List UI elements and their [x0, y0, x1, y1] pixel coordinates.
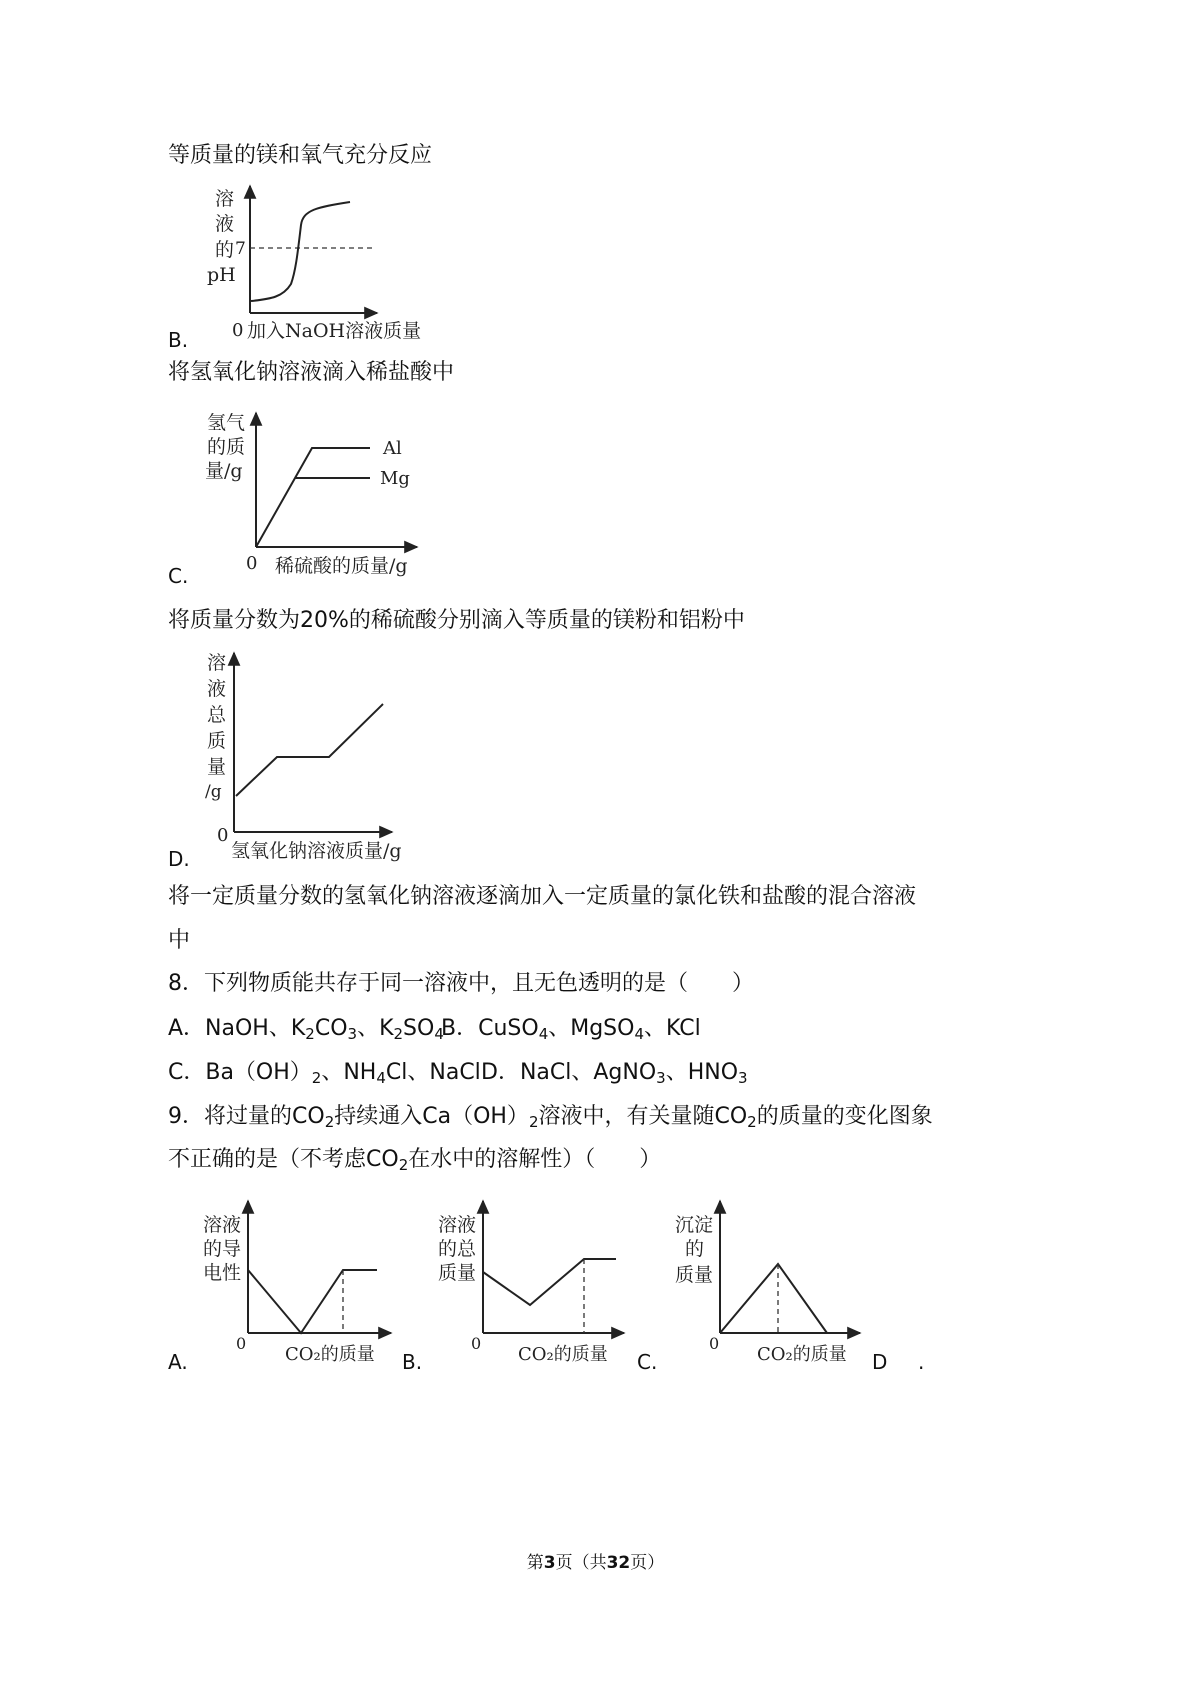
q9-option-a-label: A.: [168, 1350, 188, 1374]
mass-line: [236, 704, 383, 796]
q9-option-c-label: C.: [637, 1350, 658, 1374]
q8-option-a: A．NaOH、$K_2CO_3$、$K_2SO_4$: [168, 1016, 444, 1043]
y-label-2: 液: [215, 213, 235, 235]
statement-d-line2: 中: [168, 928, 191, 953]
question-9-line1: 9．将过量的$CO_2$持续通入$Ca(OH)_2$溶液中，有关量随$CO_2$的质量的变化图象: [168, 1104, 933, 1131]
series-al-label: Al: [383, 438, 402, 459]
y-label-4: pH: [207, 264, 236, 286]
option-d-label: D.: [168, 847, 190, 871]
origin-label: 0: [246, 553, 258, 574]
ph-curve: [251, 202, 350, 301]
y-label-3: 质量: [438, 1262, 477, 1284]
figure-hydrogen-mass: [195, 405, 425, 580]
x-axis-label: 加入NaOH溶液质量: [247, 320, 422, 342]
q8-option-b: B．CuSO$_4$、MgSO$_4$、KCl: [441, 1016, 701, 1043]
total-page-count: 32: [606, 1553, 631, 1573]
conductivity-line: [248, 1270, 377, 1333]
figure-q9a-conductivity: [195, 1195, 395, 1370]
ph-seven-label: 7: [235, 239, 246, 259]
y-label-2: 的总: [438, 1238, 477, 1260]
origin-label: 0: [471, 1334, 482, 1353]
y-label-1: 溶: [207, 652, 227, 674]
y-label-1: 沉淀: [675, 1214, 714, 1236]
question-9-line2: 不正确的是（不考虑$CO_2$在水中的溶解性）（ ）: [168, 1147, 662, 1174]
y-label-3: 质量: [675, 1264, 714, 1286]
q9-trailing-dot: .: [918, 1350, 925, 1374]
y-label-1: 溶: [215, 188, 235, 210]
series-mg-label: Mg: [380, 468, 410, 489]
y-label-2: 的: [685, 1238, 705, 1260]
y-label-3: 电性: [203, 1262, 242, 1284]
page-footer: 第3页（共32页）: [526, 1553, 665, 1573]
origin-label: 0: [232, 320, 244, 341]
q9-option-b-label: B.: [402, 1350, 423, 1374]
x-axis-label: CO₂的质量: [757, 1344, 847, 1365]
x-axis-label: 稀硫酸的质量/g: [275, 555, 408, 577]
figure-solution-mass: [195, 645, 425, 865]
y-label-3: 总: [207, 704, 227, 726]
origin-label: 0: [709, 1334, 720, 1353]
q8-option-d: D．NaCl、AgNO$_3$、$HNO_3$: [481, 1060, 748, 1087]
origin-label: 0: [217, 825, 229, 846]
statement-c: 将质量分数为20%的稀硫酸分别滴入等质量的镁粉和铝粉中: [168, 608, 745, 633]
y-label-5: 量: [207, 756, 227, 778]
y-label-4: 质: [207, 730, 227, 752]
y-label-3: 的: [215, 239, 235, 261]
figure-q9b-solution-mass: [430, 1195, 630, 1370]
question-8: 8．下列物质能共存于同一溶液中，且无色透明的是（ ）: [168, 971, 754, 996]
y-label-1: 氢气: [207, 412, 246, 434]
series-al-line: [256, 448, 370, 547]
solution-mass-line: [483, 1259, 616, 1305]
y-label-2: 的导: [203, 1238, 242, 1260]
y-label-6: /g: [205, 782, 222, 802]
figure-ph-curve: [195, 180, 425, 345]
origin-label: 0: [236, 1334, 247, 1353]
x-axis-label: CO₂的质量: [518, 1344, 608, 1365]
y-label-1: 溶液: [438, 1214, 477, 1236]
y-label-3: 量/g: [205, 460, 243, 482]
current-page-number: 3: [543, 1553, 556, 1573]
y-label-2: 的质: [207, 436, 246, 458]
y-label-1: 溶液: [203, 1214, 242, 1236]
option-b-label: B.: [168, 328, 189, 352]
figure-q9c-precipitate-mass: [667, 1195, 867, 1370]
statement-b: 将氢氧化钠溶液滴入稀盐酸中: [168, 360, 455, 385]
x-axis-label: 氢氧化钠溶液质量/g: [231, 840, 402, 862]
option-c-label: C.: [168, 564, 189, 588]
x-axis-label: CO₂的质量: [285, 1344, 375, 1365]
statement-a: 等质量的镁和氧气充分反应: [168, 143, 433, 168]
q9-option-d-label: D: [872, 1350, 888, 1374]
statement-d-line1: 将一定质量分数的氢氧化钠溶液逐滴加入一定质量的氯化铁和盐酸的混合溶液: [168, 884, 917, 909]
y-label-2: 液: [207, 678, 227, 700]
q8-option-c: C．$Ba(OH)_2$、$NH_4Cl$、NaCl: [168, 1060, 481, 1087]
precipitate-line: [720, 1264, 827, 1333]
